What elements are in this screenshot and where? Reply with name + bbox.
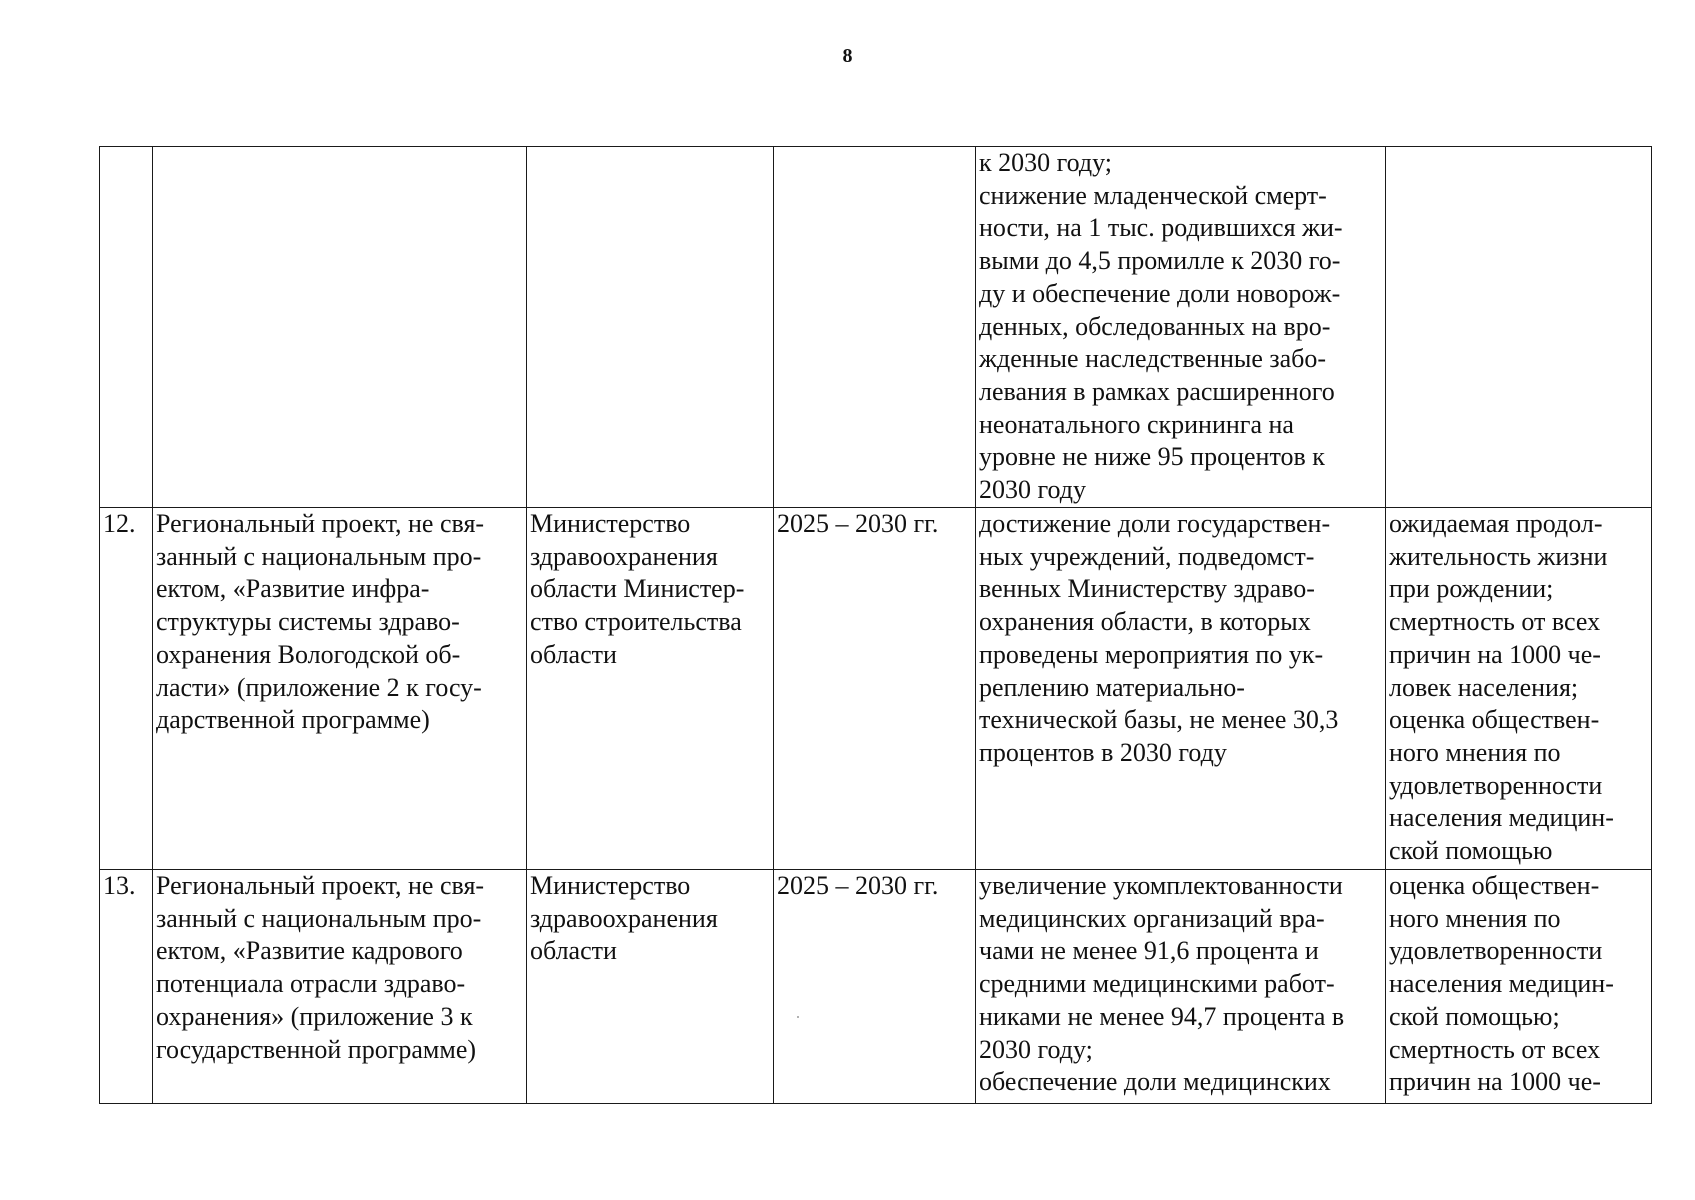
table-row (100, 147, 1652, 508)
result-cell (976, 508, 1386, 870)
row-number-cell (100, 508, 153, 870)
indicator-cell (1386, 147, 1652, 508)
project-name: Региональный проект, не свя- занный с национальным про- ектом, «Развитие кадрового потенциала отрасли здраво- охранения» (приложение 3 к государственной программе) (156, 871, 485, 1064)
program-table (99, 146, 1652, 1104)
project-name-cell (153, 870, 527, 1104)
expected-result: достижение доли государствен- ных учреждений, подведомст- венных Министерству здраво- охранения области, в которых проведены мероприятия по ук- реплению материально- технической базы, не менее 30,3 процентов в 2030 году (979, 509, 1339, 767)
table-row (100, 508, 1652, 870)
result-cell (976, 147, 1386, 508)
executor-cell (527, 508, 774, 870)
table-row (100, 870, 1652, 1104)
page-number: 8 (842, 45, 853, 67)
expected-result: к 2030 году; снижение младенческой смерт- ности, на 1 тыс. родившихся жи- выми до 4,5 промилле к 2030 го- ду и обеспечение доли новорож- денных, обследованных на вро- жденные наследственные забо- левания в рамках расширенного неонатального скрининга на уровне не ниже 95 процентов к 2030 году (979, 148, 1343, 505)
project-name-cell (153, 147, 527, 508)
row-number: 13. (103, 871, 136, 900)
indicator-cell (1386, 508, 1652, 870)
indicator: оценка обществен- ного мнения по удовлетворенности населения медицин- ской помощью; смертность от всех причин на 1000 че- (1389, 871, 1614, 1097)
executor: Министерство здравоохранения области (530, 871, 718, 966)
result-cell (976, 870, 1386, 1104)
executor-cell (527, 870, 774, 1104)
scan-artifact (797, 1016, 799, 1018)
executor: Министерство здравоохранения области Министер- ство строительства области (530, 509, 745, 669)
row-number-cell (100, 147, 153, 508)
project-name: Региональный проект, не свя- занный с национальным про- ектом, «Развитие инфра- структуры системы здраво- охранения Вологодской об- ласти» (приложение 2 к госу- дарственной программе) (156, 509, 485, 735)
period: 2025 – 2030 гг. (777, 509, 939, 538)
executor-cell (527, 147, 774, 508)
indicator-cell (1386, 870, 1652, 1104)
period-cell (774, 508, 976, 870)
period-cell (774, 870, 976, 1104)
expected-result: увеличение укомплектованности медицинских организаций вра- чами не менее 91,6 процента и средними медицинскими работ- никами не менее 94,7 процента в 2030 году; обеспечение доли медицинских (979, 871, 1345, 1097)
indicator: ожидаемая продол- жительность жизни при рождении; смертность от всех причин на 1000 че- ловек населения; оценка обществен- ного мнения по удовлетворенности населения медицин- ской помощью (1389, 509, 1614, 866)
period-cell (774, 147, 976, 508)
row-number-cell (100, 870, 153, 1104)
project-name-cell (153, 508, 527, 870)
period: 2025 – 2030 гг. (777, 871, 939, 900)
row-number: 12. (103, 509, 136, 538)
